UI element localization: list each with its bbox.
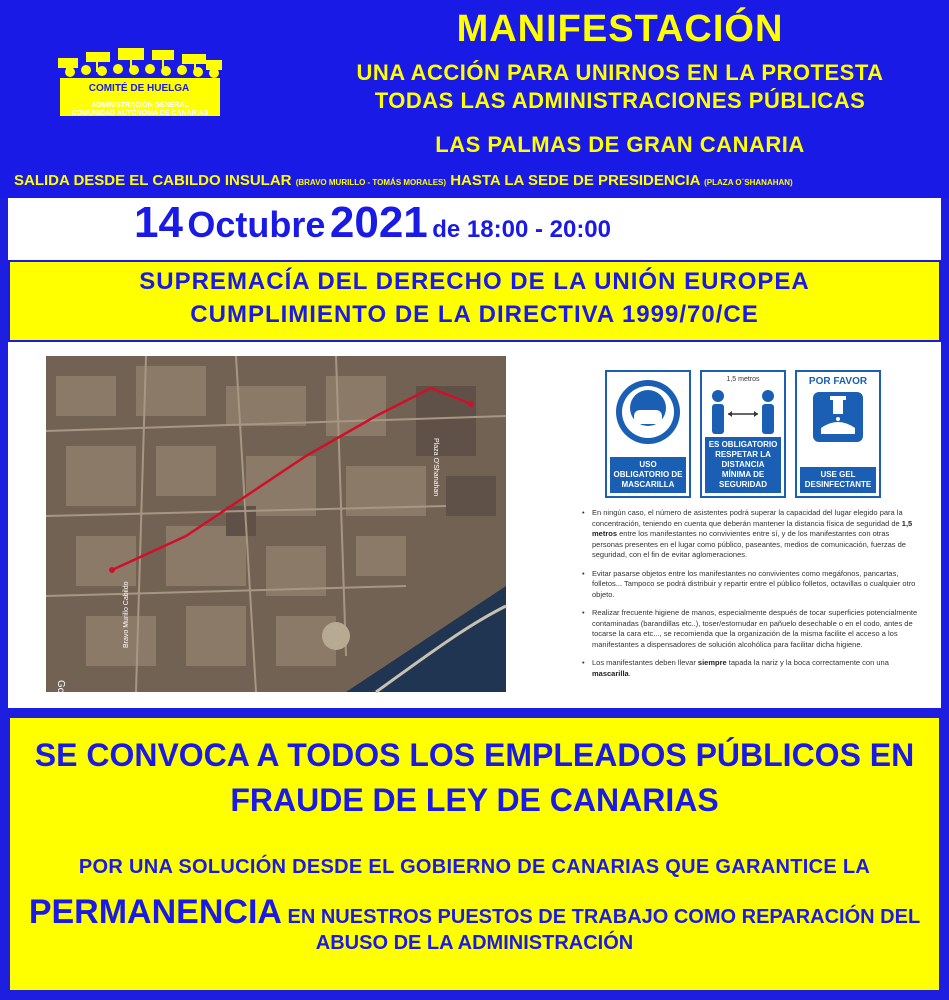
covid-signs <box>605 370 881 498</box>
mask-sign <box>605 370 691 498</box>
safety-rules-list <box>582 508 922 687</box>
rule-text: Evitar pasarse objetos entre los manifestantes no convivientes como megáfonos, pancartas, folletos... Tampoco se podrá distribuir y repartir entre el público folletos, octavillas o cualquier otro objeto. <box>592 568 916 599</box>
permanencia-word: PERMANENCIA <box>28 893 282 931</box>
route-description <box>14 172 939 189</box>
sanitizer-sign-top: POR FAVOR <box>808 376 868 387</box>
distance-sign-label: ES OBLIGATORIO RESPETAR LA DISTANCIA MÍNIMA DE SEGURIDAD <box>705 437 781 493</box>
route-map <box>46 356 506 705</box>
route-end-detail: (PLAZA O´SHANAHAN) <box>704 178 793 187</box>
map-label-start: Bravo Murillo Cabildo <box>123 581 130 648</box>
route-end: HASTA LA SEDE DE PRESIDENCIA <box>446 172 705 189</box>
date-month: Octubre <box>187 204 326 245</box>
rule-text: tapada la nariz y la boca correctamente con una <box>726 658 889 667</box>
rule-text: . <box>628 668 631 678</box>
rule-text: Realizar frecuente higiene de manos, especialmente después de tocar superficies potencialmente contaminadas (barandillas etc..), toser/estornudar en pañuelo desechable o en el codo, antes de tocarse la cara etc..., se recomienda que la organización de la misma facilite el acceso a los manifestantes a dispensadores de solución alcohólica para facilitar dicha higiene. <box>592 608 918 649</box>
rule-item <box>582 658 922 679</box>
sanitizer-sign-label: USE GEL DESINFECTANTE <box>800 467 876 493</box>
cta-line-3: POR UNA SOLUCIÓN DESDE EL GOBIERNO DE CANARIAS QUE GARANTICE LA <box>78 856 871 878</box>
map-watermark: Goog <box>55 680 66 705</box>
date-time: de 18:00 - 20:00 <box>432 216 612 243</box>
distance-sign-top: 1,5 metros <box>726 376 760 383</box>
rule-bold: 1,5 metros <box>592 518 913 538</box>
event-date <box>134 198 834 260</box>
cta-line-4 <box>10 893 939 932</box>
mask-sign-label: USO OBLIGATORIO DE MASCARILLA <box>610 457 686 493</box>
route-start-detail: (BRAVO MURILLO - TOMÁS MORALES) <box>295 178 447 187</box>
rule-text: Los manifestantes deben llevar <box>592 658 698 667</box>
protesters-icon <box>56 44 226 80</box>
date-year: 2021 <box>329 198 428 247</box>
rule-item <box>582 608 922 650</box>
mask-icon <box>607 372 689 452</box>
header-line-1: UNA ACCIÓN PARA UNIRNOS EN LA PROTESTA <box>356 60 884 85</box>
city-name: LAS PALMAS DE GRAN CANARIA <box>435 132 805 157</box>
cta-line-2: FRAUDE DE LEY DE CANARIAS <box>230 782 719 818</box>
cta-line-4-rest: EN NUESTROS PUESTOS DE TRABAJO COMO REPARACIÓN DEL <box>281 906 921 928</box>
rule-item <box>582 569 922 601</box>
date-day: 14 <box>134 198 183 247</box>
sanitizer-sign <box>795 370 881 498</box>
banner-line-1: SUPREMACÍA DEL DERECHO DE LA UNIÓN EUROPEA <box>139 268 810 295</box>
rule-item <box>582 508 922 561</box>
satellite-map-image <box>46 356 506 705</box>
cta-line-1: SE CONVOCA A TODOS LOS EMPLEADOS PÚBLICOS EN <box>34 737 915 773</box>
logo-subtitle <box>52 102 228 118</box>
distance-sign <box>700 370 786 498</box>
rule-text: entre los manifestantes no convivientes entre sí, y de los manifestantes con otras personas presentes en el lugar como público, paseantes, medios de comunicación, fuerzas de seguridad, con el fin de evitar aglomeraciones. <box>592 529 906 559</box>
header-line-2: TODAS LAS ADMINISTRACIONES PÚBLICAS <box>374 88 866 113</box>
rule-bold: siempre <box>697 658 727 667</box>
logo-title: COMITÉ DE HUELGA <box>88 83 190 94</box>
comite-huelga-logo <box>46 44 232 124</box>
logo-subtitle-2: COMUNIDAD AUTÓNOMA DE CANARIAS <box>71 110 209 117</box>
logo-subtitle-1: ADMINISTRACIÓN GENERAL <box>91 102 189 109</box>
rule-bold: mascarilla <box>592 668 629 678</box>
rule-text: En ningún caso, el número de asistentes podrá superar la capacidad del lugar elegido para la concentración, teniendo en cuenta que deberán mantener la distancia física de seguridad de <box>592 508 903 528</box>
banner-line-2: CUMPLIMIENTO DE LA DIRECTIVA 1999/70/CE <box>190 301 759 328</box>
map-label-end: Plaza O'Shanahan <box>432 438 439 497</box>
cta-line-5: ABUSO DE LA ADMINISTRACIÓN <box>315 932 634 954</box>
route-start: SALIDA DESDE EL CABILDO INSULAR <box>14 172 296 189</box>
page-title: MANIFESTACIÓN <box>456 8 784 50</box>
